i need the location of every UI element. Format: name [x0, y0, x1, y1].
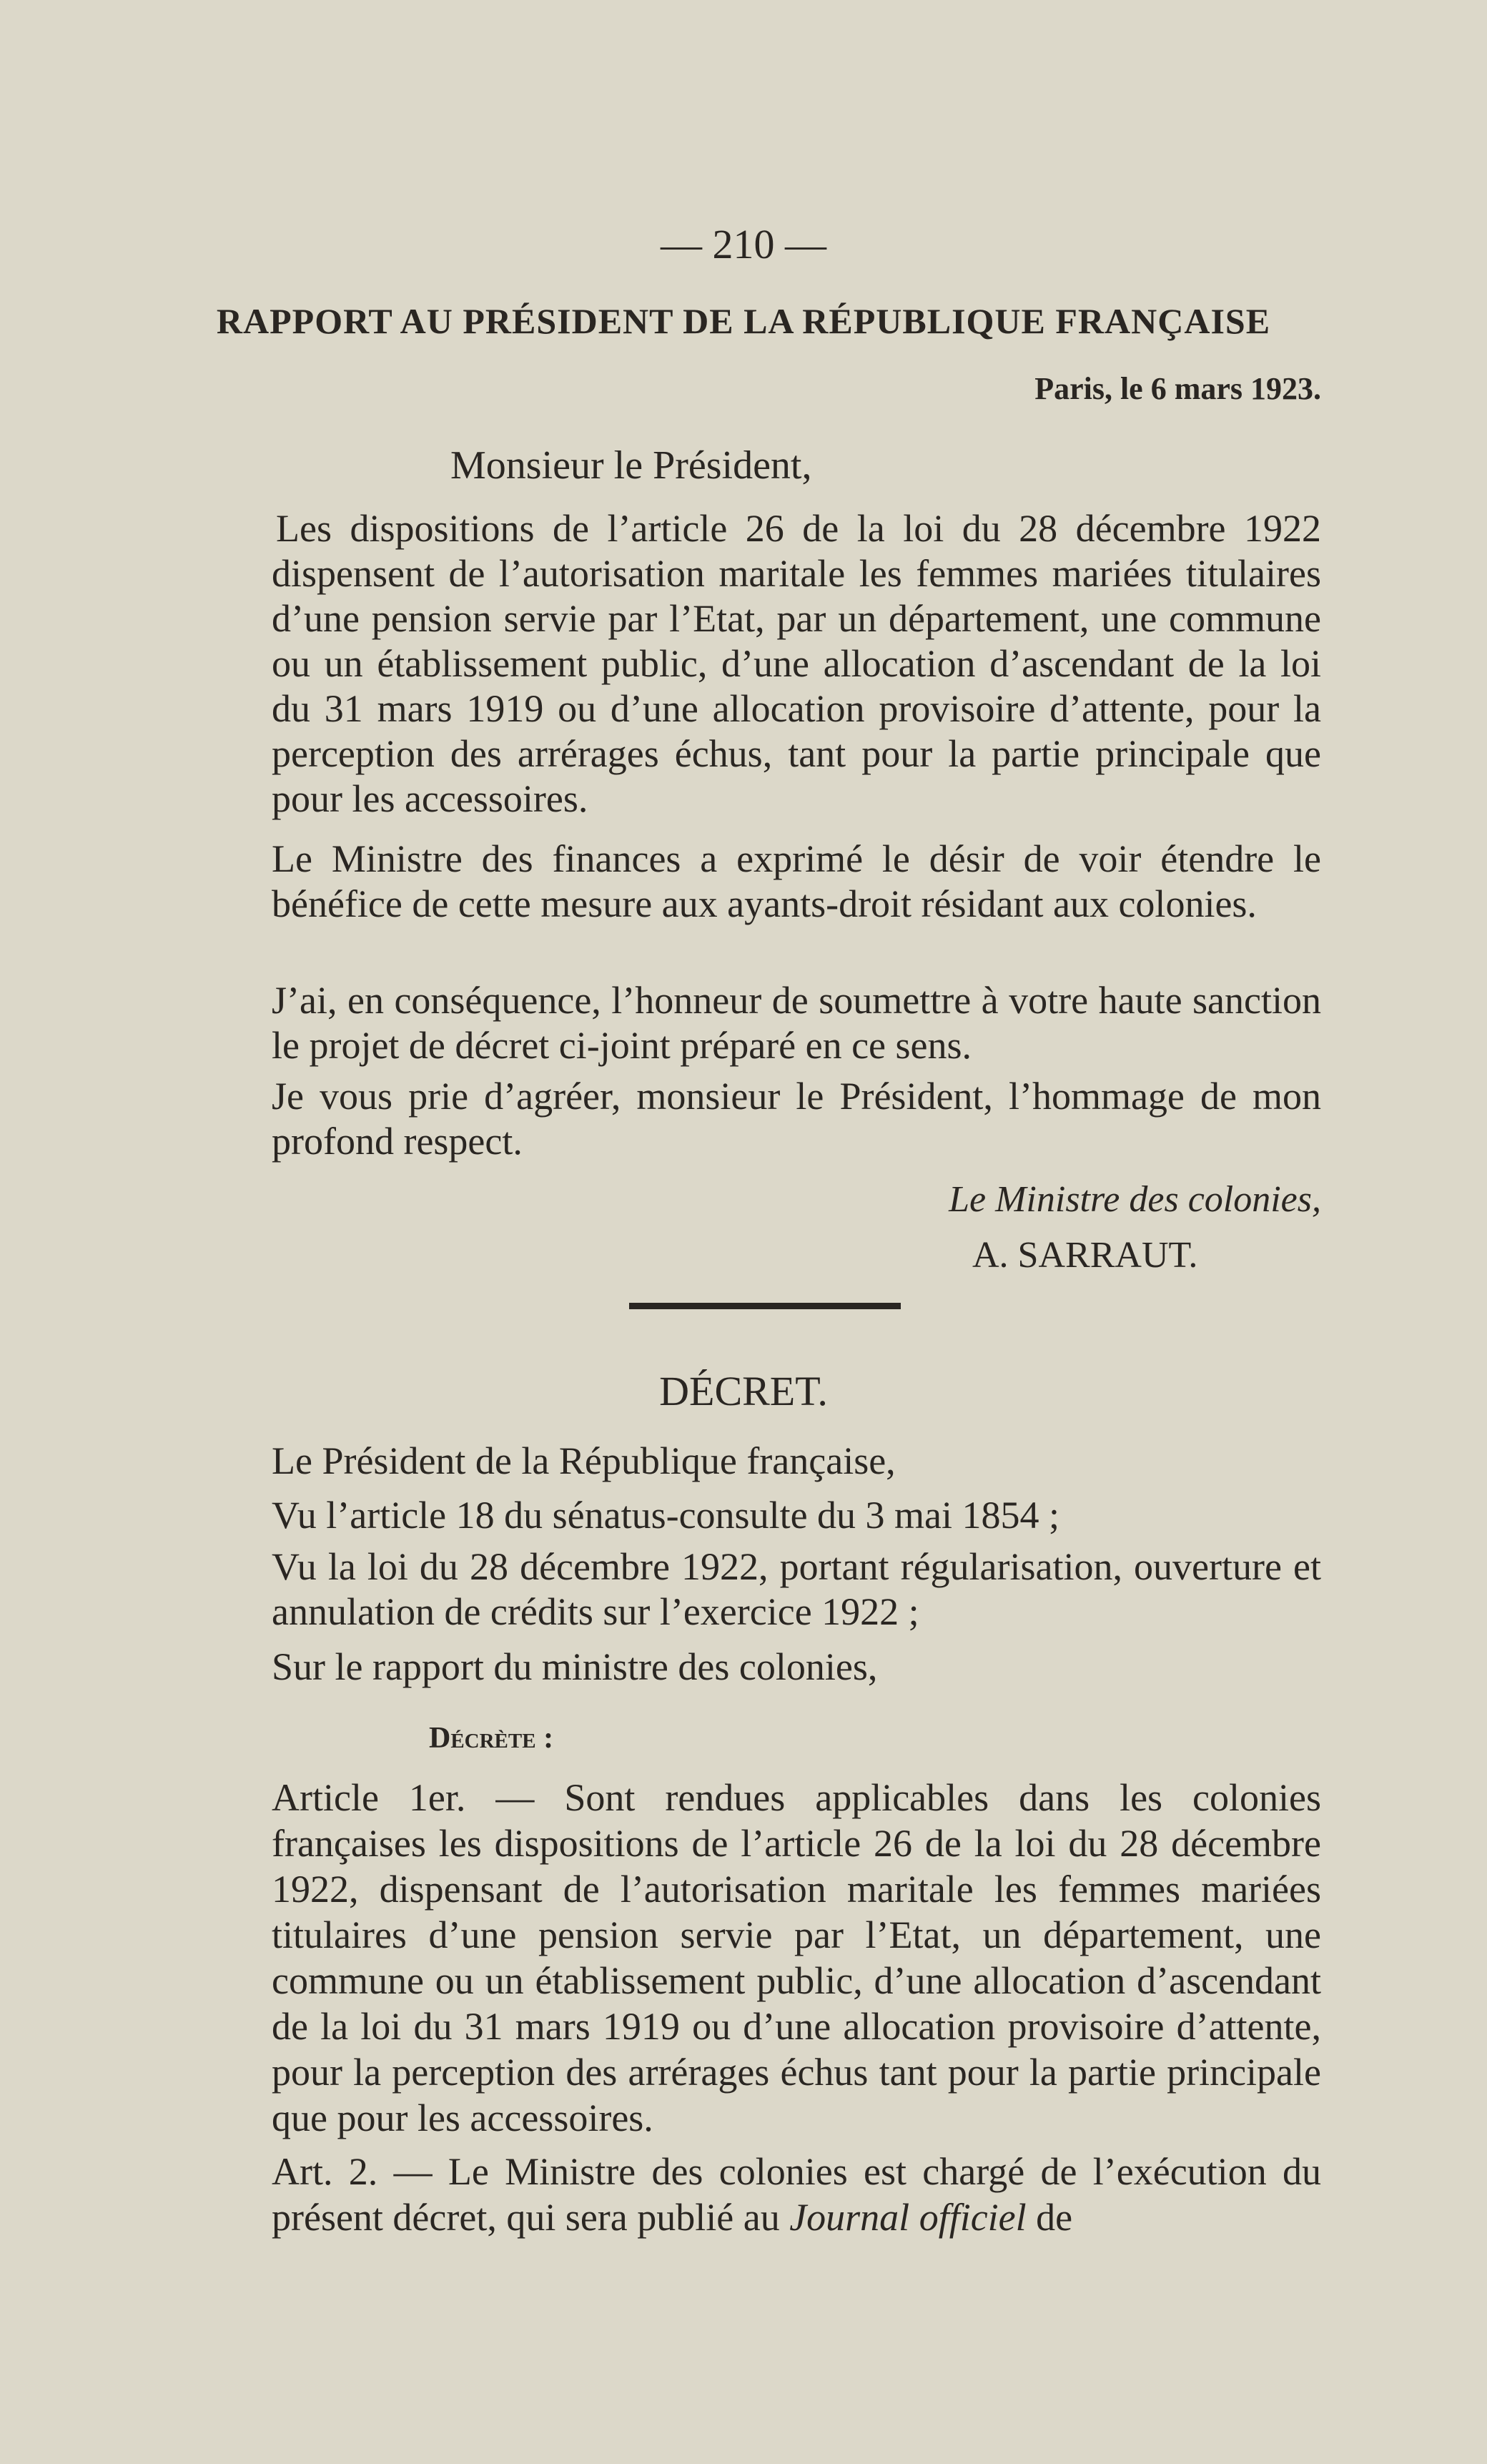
decree-title: DÉCRET. [659, 1368, 828, 1414]
report-salutation: Monsieur le Président, [450, 443, 812, 488]
signature-title: Le Ministre des colonies, [949, 1179, 1321, 1220]
decree-preamble-1: Le Président de la République française, [272, 1439, 896, 1482]
article-2-text: Art. 2. — Le Ministre des colonies est chargé de l’exécution du présent décret, qui sera publié au [272, 2150, 1321, 2239]
journal-officiel-title: Journal officiel [789, 2196, 1027, 2239]
report-paragraph-1: Les dispositions de l’article 26 de la loi du 28 décembre 1922 dispensent de l’autorisation maritale les femmes mariées titulaires d’une pension servie par l’Etat, par un département, une commune ou un établissement public, d’une allocation d’ascendant de la loi du 31 mars 1919 ou d’une allocation provisoire d’attente, pour la perception des arrérages échus, tant pour la partie principale que pour les accessoires. [272, 507, 1321, 820]
decree-decrees-label: Décrète : [429, 1722, 554, 1755]
decree-article-2 [272, 2149, 1321, 2240]
decree-preamble-2: Vu l’article 18 du sénatus-consulte du 3 mai 1854 ; [272, 1494, 1060, 1537]
article-2-end: de [1036, 2196, 1073, 2239]
report-paragraph-3: J’ai, en conséquence, l’honneur de soumettre à votre haute sanction le projet de décret ci-joint préparé en ce sens. [272, 979, 1321, 1067]
signature-name: A. SARRAUT. [972, 1235, 1198, 1276]
report-paragraph-4: Je vous prie d’agréer, monsieur le Président, l’hommage de mon profond respect. [272, 1075, 1321, 1163]
decree-preamble-4: Sur le rapport du ministre des colonies, [272, 1645, 878, 1688]
report-paragraph-2: Le Ministre des finances a exprimé le désir de voir étendre le bénéfice de cette mesure aux ayants-droit résidant aux colonies. [272, 837, 1321, 925]
report-place-date: Paris, le 6 mars 1923. [1034, 371, 1321, 406]
page-number: — 210 — [661, 221, 826, 267]
decree-preamble-3: Vu la loi du 28 décembre 1922, portant régularisation, ouverture et annulation de crédits sur l’exercice 1922 ; [272, 1545, 1321, 1633]
decree-article-1: Article 1er. — Sont rendues applicables dans les colonies françaises les dispositions de l’article 26 de la loi du 28 décembre 1922, dispensant de l’autorisation maritale les femmes mariées titulaires d’une pension servie par l’Etat, un département, une commune ou un établissement public, d’une allocation d’ascendant de la loi du 31 mars 1919 ou d’une allocation provisoire d’attente, pour la perception des arrérages échus tant pour la partie principale que pour les accessoires. [272, 1776, 1321, 2139]
report-heading: RAPPORT AU PRÉSIDENT DE LA RÉPUBLIQUE FRANÇAISE [216, 301, 1271, 341]
section-divider [629, 1303, 901, 1309]
